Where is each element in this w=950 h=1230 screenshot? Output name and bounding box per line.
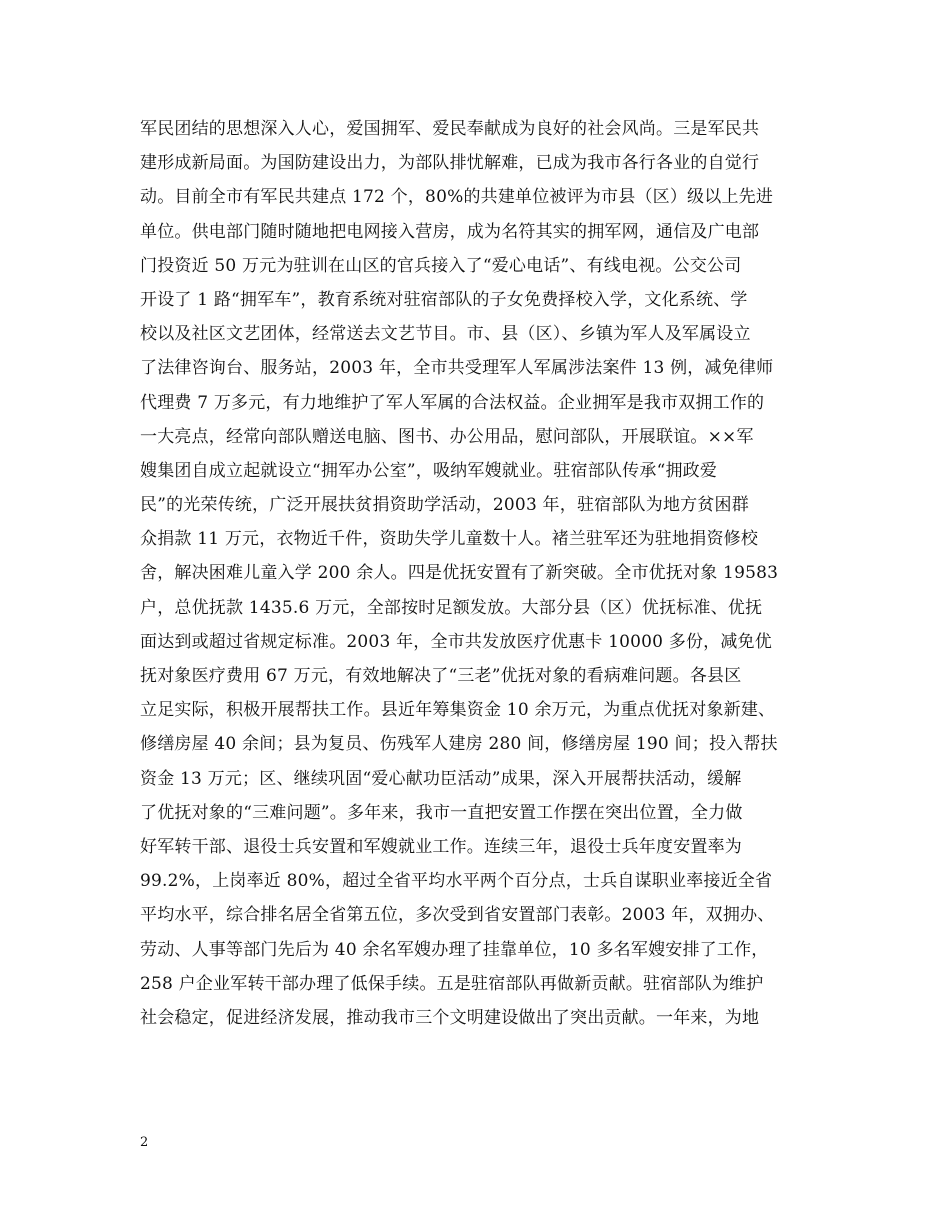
- text-line: 校以及社区文艺团体，经常送去文艺节目。市、县（区）、乡镇为军人及军属设立: [140, 324, 751, 345]
- text-line: 抚对象医疗费用 67 万元，有效地解决了“三老”优抚对象的看病难问题。各县区: [140, 666, 742, 686]
- text-line: 户，总优抚款 1435.6 万元，全部按时足额发放。大部分县（区）优抚标准、优抚: [140, 597, 763, 618]
- text-line: 动。目前全市有军民共建点 172 个，80%的共建单位被评为市县（区）级以上先进: [140, 187, 774, 208]
- text-line: 面达到或超过省规定标准。2003 年，全市共发放医疗优惠卡 10000 多份，减免优: [140, 631, 772, 652]
- text-line: 嫂集团自成立起就设立“拥军办公室”，吸纳军嫂就业。驻宿部队传承“拥政爱: [140, 460, 718, 481]
- text-line: 平均水平，综合排名居全省第五位，多次受到省安置部门表彰。2003 年，双拥办、: [140, 905, 775, 926]
- text-line: 代理费 7 万多元，有力地维护了军人军属的合法权益。企业拥军是我市双拥工作的: [140, 392, 765, 413]
- text-line: 立足实际，积极开展帮扶工作。县近年筹集资金 10 余万元，为重点优抚对象新建、: [140, 700, 776, 721]
- text-line: 一大亮点，经常向部队赠送电脑、图书、办公用品，慰问部队，开展联谊。××军: [140, 426, 754, 447]
- text-line: 好军转干部、退役士兵安置和军嫂就业工作。连续三年，退役士兵年度安置率为: [140, 836, 742, 857]
- text-line: 修缮房屋 40 余间；县为复员、伤残军人建房 280 间，修缮房屋 190 间；投入帮扶: [140, 734, 778, 755]
- text-line: 门投资近 50 万元为驻训在山区的官兵接入了“爱心电话”、有线电视。公交公司: [140, 255, 742, 276]
- text-line: 开设了 1 路“拥军车”，教育系统对驻宿部队的子女免费择校入学，文化系统、学: [140, 289, 748, 310]
- text-line: 资金 13 万元；区、继续巩固“爱心献功臣活动”成果，深入开展帮扶活动，缓解: [140, 768, 742, 789]
- text-line: 社会稳定，促进经济发展，推动我市三个文明建设做出了突出贡献。一年来，为地: [140, 1007, 760, 1028]
- text-line: 劳动、人事等部门先后为 40 余名军嫂办理了挂靠单位，10 多名军嫂安排了工作，: [140, 939, 769, 960]
- text-line: 单位。供电部门随时随地把电网接入营房，成为名符其实的拥军网，通信及广电部: [140, 221, 760, 242]
- text-line: 军民团结的思想深入人心，爱国拥军、爱民奉献成为良好的社会风尚。三是军民共: [140, 119, 760, 139]
- text-line: 舍，解决困难儿童入学 200 余人。四是优抚安置有了新突破。全市优抚对象 19583: [140, 563, 779, 584]
- page-number: 2: [140, 1135, 149, 1150]
- text-line: 99.2%，上岗率近 80%，超过全省平均水平两个百分点，士兵自谋职业率接近全省: [140, 871, 773, 892]
- text-line: 258 户企业军转干部办理了低保手续。五是驻宿部队再做新贡献。驻宿部队为维护: [140, 973, 764, 994]
- text-line: 众捐款 11 万元，衣物近千件，资助失学儿童数十人。褚兰驻军还为驻地捐资修校: [140, 529, 759, 550]
- text-line: 民”的光荣传统，广泛开展扶贫捐资助学活动，2003 年，驻宿部队为地方贫困群: [140, 495, 749, 516]
- text-line: 了法律咨询台、服务站，2003 年，全市共受理军人军属涉法案件 13 例，减免律师: [140, 358, 774, 379]
- text-line: 建形成新局面。为国防建设出力，为部队排忧解难，已成为我市各行各业的自觉行: [140, 153, 760, 174]
- text-line: 了优抚对象的“三难问题”。多年来，我市一直把安置工作摆在突出位置，全力做: [140, 802, 743, 823]
- body-paragraph: [140, 112, 820, 1035]
